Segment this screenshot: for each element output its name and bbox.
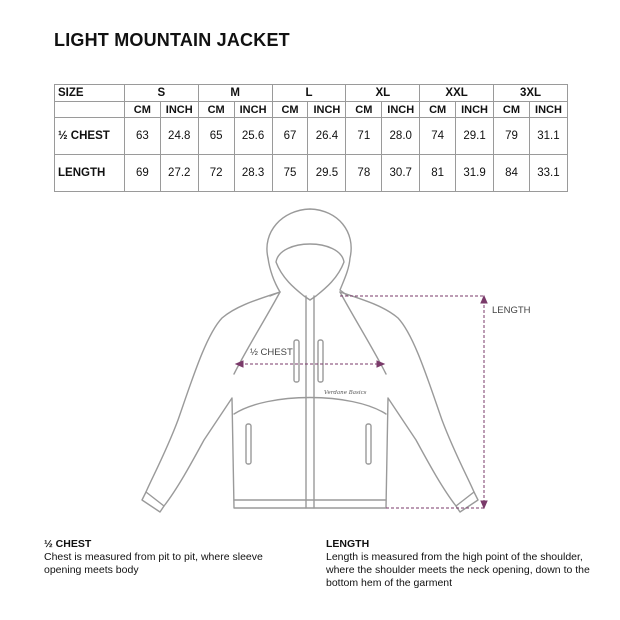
table-cell: 28.0	[382, 118, 420, 155]
table-cell: 63	[124, 118, 160, 155]
row-label-length: LENGTH	[55, 155, 125, 192]
table-cell: 79	[494, 118, 530, 155]
left-cuff	[142, 492, 164, 512]
unit-inch-header: INCH	[308, 102, 346, 118]
length-description-text: Length is measured from the high point of the shoulder, where the shoulder meets the neck opening, down to the bottom hem of the garment	[326, 551, 590, 589]
unit-cm-header: CM	[346, 102, 382, 118]
unit-inch-header: INCH	[456, 102, 494, 118]
table-cell: 31.9	[456, 155, 494, 192]
right-cuff	[456, 492, 478, 512]
hood-outer-left	[268, 258, 280, 296]
table-cell: 81	[420, 155, 456, 192]
unit-cm-header: CM	[420, 102, 456, 118]
length-description-heading: LENGTH	[326, 538, 370, 550]
table-cell: 24.8	[160, 118, 198, 155]
table-cell: 84	[494, 155, 530, 192]
unit-cm-header: CM	[124, 102, 160, 118]
size-xxl-header: XXL	[420, 85, 494, 102]
body-outline	[146, 292, 474, 508]
table-cell: 75	[272, 155, 308, 192]
hood-opening	[276, 244, 344, 300]
jacket-logo: Verdane Basics	[324, 390, 367, 396]
chest-measure-label: ½ CHEST	[250, 347, 293, 358]
unit-cm-header: CM	[494, 102, 530, 118]
table-cell: 26.4	[308, 118, 346, 155]
unit-inch-header: INCH	[529, 102, 567, 118]
size-header-label: SIZE	[55, 85, 125, 102]
size-m-header: M	[198, 85, 272, 102]
unit-inch-header: INCH	[382, 102, 420, 118]
table-cell: 65	[198, 118, 234, 155]
jacket-outline	[142, 209, 478, 512]
table-cell: 28.3	[234, 155, 272, 192]
right-hand-pocket	[366, 424, 371, 464]
yoke-seam	[234, 398, 386, 415]
size-l-header: L	[272, 85, 346, 102]
table-cell: 30.7	[382, 155, 420, 192]
table-cell: 27.2	[160, 155, 198, 192]
table-cell: 67	[272, 118, 308, 155]
chest-description-heading: ½ CHEST	[44, 538, 92, 550]
table-cell: 33.1	[529, 155, 567, 192]
length-description	[326, 538, 596, 590]
length-measure-label: LENGTH	[492, 305, 531, 316]
size-xl-header: XL	[346, 85, 420, 102]
unit-inch-header: INCH	[160, 102, 198, 118]
row-label-chest: ½ CHEST	[55, 118, 125, 155]
center-zipper	[306, 296, 314, 508]
table-cell: 29.5	[308, 155, 346, 192]
page-title: LIGHT MOUNTAIN JACKET	[54, 30, 290, 50]
size-3xl-header: 3XL	[494, 85, 568, 102]
left-chest-pocket	[294, 340, 299, 382]
left-hand-pocket	[246, 424, 251, 464]
unit-cm-header: CM	[198, 102, 234, 118]
unit-cm-header: CM	[272, 102, 308, 118]
table-cell: 71	[346, 118, 382, 155]
chest-measure-arrow	[236, 361, 384, 367]
table-cell: 78	[346, 155, 382, 192]
unit-inch-header: INCH	[234, 102, 272, 118]
table-cell: 74	[420, 118, 456, 155]
chest-description-text: Chest is measured from pit to pit, where sleeve opening meets body	[44, 551, 263, 576]
chest-description	[44, 538, 294, 577]
table-cell: 29.1	[456, 118, 494, 155]
table-cell: 72	[198, 155, 234, 192]
table-cell: 31.1	[529, 118, 567, 155]
size-s-header: S	[124, 85, 198, 102]
table-cell: 69	[124, 155, 160, 192]
table-cell: 25.6	[234, 118, 272, 155]
right-chest-pocket	[318, 340, 323, 382]
length-measure-arrow	[340, 296, 487, 508]
